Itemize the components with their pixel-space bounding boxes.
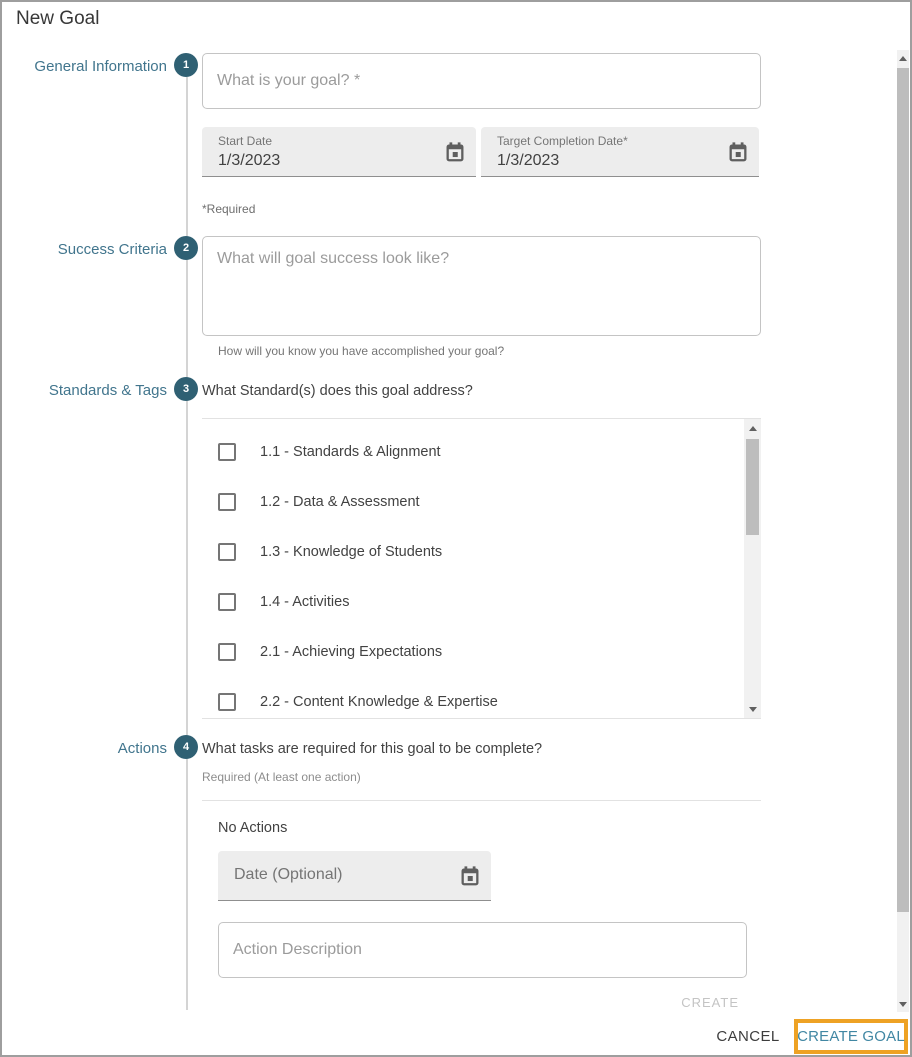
create-goal-highlight[interactable] (794, 1019, 908, 1054)
step-badge-3: 3 (174, 377, 198, 401)
standard-label: 1.2 - Data & Assessment (260, 494, 420, 510)
standard-row[interactable] (202, 627, 761, 677)
calendar-icon[interactable] (459, 865, 481, 887)
checkbox[interactable] (218, 643, 236, 661)
standard-row[interactable] (202, 677, 761, 719)
actions-required-note: Required (At least one action) (202, 770, 361, 784)
section-label-general: General Information (34, 58, 167, 75)
scroll-down-icon[interactable] (744, 703, 761, 715)
list-scrollbar-thumb[interactable] (746, 439, 759, 535)
success-textarea-wrap (202, 236, 761, 336)
action-description-input[interactable] (218, 922, 747, 978)
checkbox[interactable] (218, 693, 236, 711)
checkbox[interactable] (218, 493, 236, 511)
dialog-title: New Goal (16, 8, 100, 29)
step-badge-4: 4 (174, 735, 198, 759)
target-date-label: Target Completion Date* (497, 134, 628, 148)
stepper-line (186, 77, 188, 1010)
standards-list (202, 418, 761, 719)
calendar-icon[interactable] (727, 141, 749, 163)
calendar-icon[interactable] (444, 141, 466, 163)
scroll-down-icon[interactable] (897, 998, 909, 1010)
checkbox[interactable] (218, 443, 236, 461)
goal-input-wrap (202, 53, 761, 109)
actions-divider (202, 800, 761, 801)
section-label-success: Success Criteria (57, 241, 167, 258)
standard-row[interactable] (202, 527, 761, 577)
action-date-field[interactable] (218, 851, 491, 901)
checkbox[interactable] (218, 543, 236, 561)
step-badge-1: 1 (174, 53, 198, 77)
start-date-label: Start Date (218, 134, 273, 148)
no-actions-text: No Actions (218, 820, 288, 836)
standard-label: 2.1 - Achieving Expectations (260, 644, 443, 660)
target-date-value: 1/3/2023 (497, 152, 560, 169)
scroll-up-icon[interactable] (897, 52, 909, 64)
goal-input[interactable] (202, 53, 761, 109)
scroll-up-icon[interactable] (744, 422, 761, 434)
action-description-wrap (218, 922, 747, 978)
standard-row[interactable] (202, 427, 761, 477)
standard-label: 2.2 - Content Knowledge & Expertise (260, 694, 498, 710)
create-goal-button[interactable]: CREATE GOAL (797, 1028, 905, 1045)
section-label-standards: Standards & Tags (48, 382, 167, 399)
target-date-field[interactable] (481, 127, 759, 177)
step-badge-2: 2 (174, 236, 198, 260)
start-date-value: 1/3/2023 (218, 152, 281, 169)
standard-row[interactable] (202, 577, 761, 627)
actions-question: What tasks are required for this goal to be complete? (202, 741, 543, 757)
standard-label: 1.4 - Activities (260, 594, 350, 610)
start-date-field[interactable] (202, 127, 476, 177)
create-action-button[interactable]: CREATE (681, 995, 739, 1010)
checkbox[interactable] (218, 593, 236, 611)
standard-label: 1.3 - Knowledge of Students (260, 544, 443, 560)
required-note: *Required (202, 202, 256, 216)
success-helper: How will you know you have accomplished your goal? (218, 344, 505, 358)
section-label-actions: Actions (117, 740, 167, 757)
list-scrollbar[interactable] (744, 419, 761, 718)
standard-label: 1.1 - Standards & Alignment (260, 444, 441, 460)
main-scrollbar-thumb[interactable] (897, 68, 909, 912)
standards-question: What Standard(s) does this goal address? (202, 383, 473, 399)
standard-row[interactable] (202, 477, 761, 527)
standards-rows (202, 419, 761, 719)
success-textarea[interactable] (202, 236, 761, 336)
action-date-placeholder: Date (Optional) (234, 866, 343, 883)
cancel-button[interactable]: CANCEL (716, 1028, 780, 1045)
main-scrollbar[interactable] (897, 50, 909, 1012)
